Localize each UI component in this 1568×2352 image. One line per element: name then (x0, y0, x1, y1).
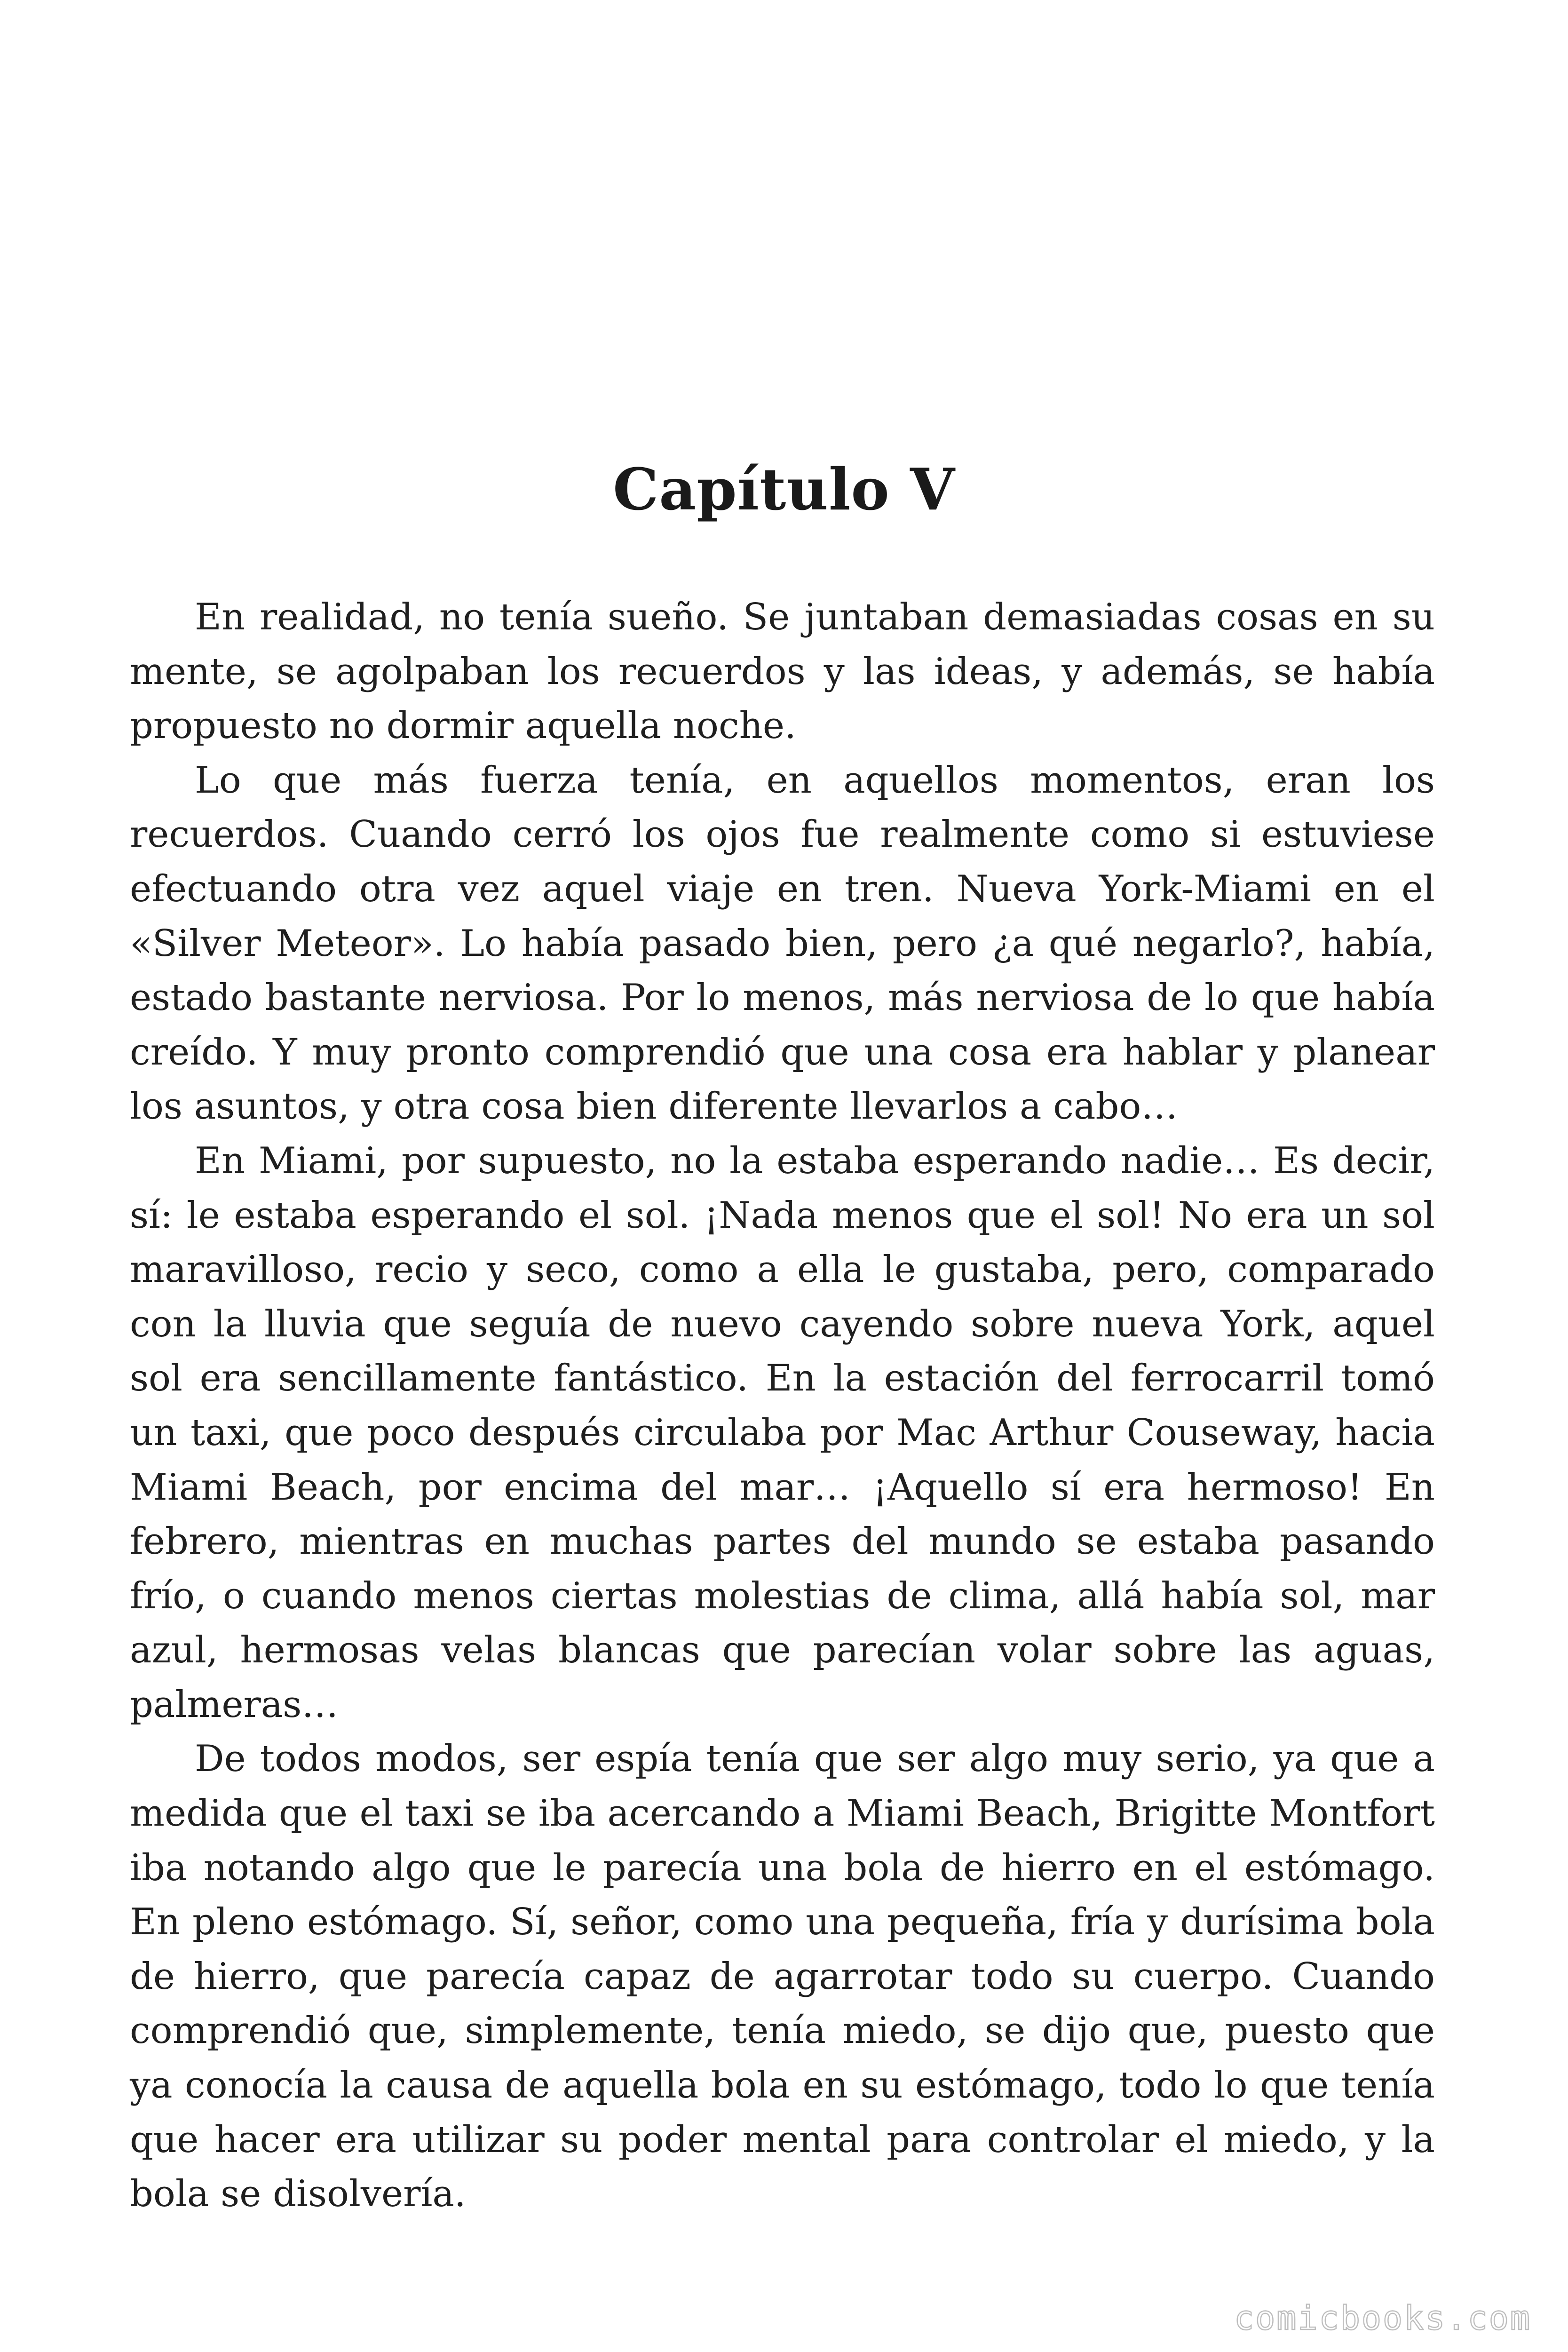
chapter-body (130, 590, 1435, 2222)
watermark-text: comicbooks.com (1234, 2299, 1531, 2337)
paragraph: En Miami, por supuesto, no la estaba esperando nadie… Es decir, sí: le estaba esperando el sol. ¡Nada menos que el sol! No era un sol maravilloso, recio y seco, como a ella le gustaba, pero, comparado con la lluvia que seguía de nuevo cayendo sobre nueva York, aquel sol era sencillamente fantástico. En la estación del ferrocarril tomó un taxi, que poco después circulaba por Mac Arthur Couseway, hacia Miami Beach, por encima del mar… ¡Aquello sí era hermoso! En febrero, mientras en muchas partes del mundo se estaba pasando frío, o cuando menos ciertas molestias de clima, allá había sol, mar azul, hermosas velas blancas que parecían volar sobre las aguas, palmeras… (130, 1139, 1435, 1726)
chapter-title: Capítulo V (613, 455, 955, 523)
paragraph: En realidad, no tenía sueño. Se juntaban demasiadas cosas en su mente, se agolpaban los recuerdos y las ideas, y además, se había propuesto no dormir aquella noche. (130, 596, 1435, 747)
paragraph: Lo que más fuerza tenía, en aquellos momentos, eran los recuerdos. Cuando cerró los ojos fue realmente como si estuviese efectuando otra vez aquel viaje en tren. Nueva York-Miami en el «Silver Meteor». Lo había pasado bien, pero ¿a qué negarlo?, había, estado bastante nerviosa. Por lo menos, más nerviosa de lo que había creído. Y muy pronto comprendió que una cosa era hablar y planear los asuntos, y otra cosa bien diferente llevarlos a cabo… (130, 759, 1435, 1128)
paragraph: De todos modos, ser espía tenía que ser algo muy serio, ya que a medida que el taxi se iba acercando a Miami Beach, Brigitte Montfort iba notando algo que le parecía una bola de hierro en el estómago. En pleno estómago. Sí, señor, como una pequeña, fría y durísima bola de hierro, que parecía capaz de agarrotar todo su cuerpo. Cuando comprendió que, simplemente, tenía miedo, se dijo que, puesto que ya conocía la causa de aquella bola en su estómago, todo lo que tenía que hacer era utilizar su poder mental para controlar el miedo, y la bola se disolvería. (130, 1738, 1435, 2216)
